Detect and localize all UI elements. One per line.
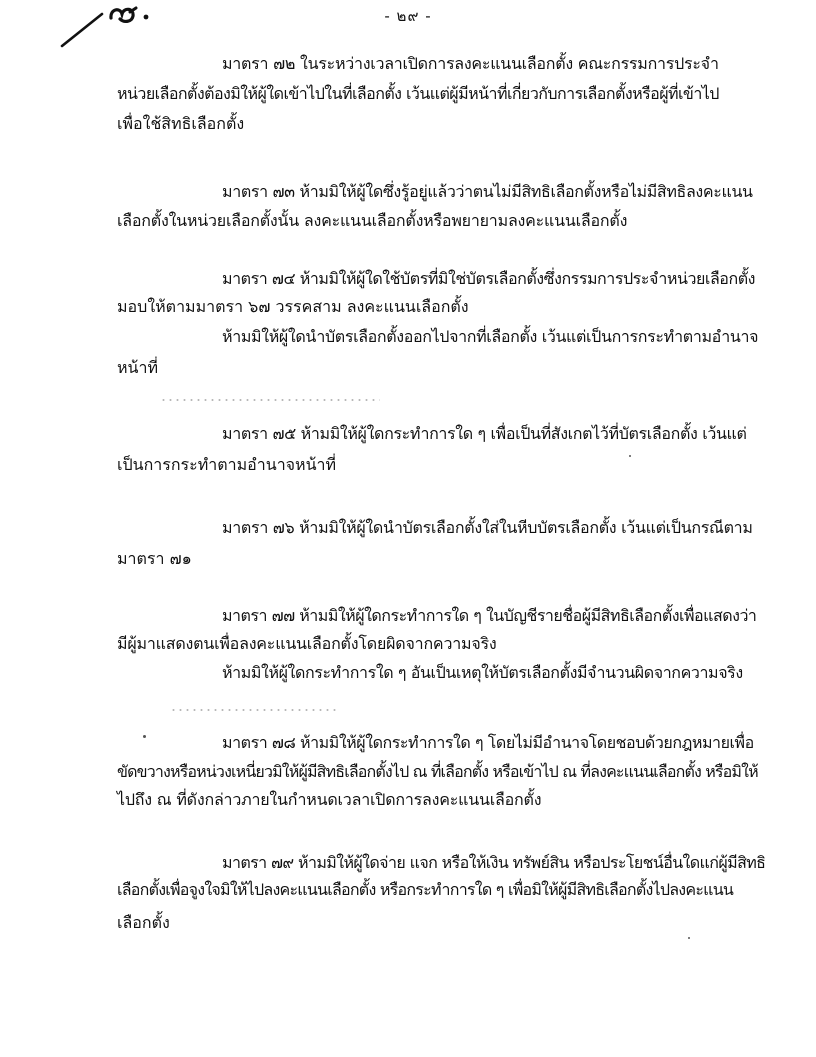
section-74-line-4: หน้าที่ [117, 358, 159, 377]
section-77-line-2: มีผู้มาแสดงตนเพื่อลงคะแนนเลือกตั้งโดยผิดจากความจริง [117, 634, 497, 653]
section-73-line-1: มาตรา ๗๓ ห้ามมิให้ผู้ใดซึ่งรู้อยู่แล้วว่าตนไม่มีสิทธิเลือกตั้งหรือไม่มีสิทธิลงคะแนน [222, 182, 753, 201]
page-number: - ๒๙ - [384, 7, 432, 25]
scan-noise [160, 398, 380, 402]
section-77-line-1: มาตรา ๗๗ ห้ามมิให้ผู้ใดกระทำการใด ๆ ในบัญชีรายชื่อผู้มีสิทธิเลือกตั้งเพื่อแสดงว่า [222, 606, 757, 625]
scan-speck [629, 455, 631, 457]
section-72-line-3: เพื่อใช้สิทธิเลือกตั้ง [117, 114, 245, 133]
section-76-line-1: มาตรา ๗๖ ห้ามมิให้ผู้ใดนำบัตรเลือกตั้งใส่ในหีบบัตรเลือกตั้ง เว้นแต่เป็นกรณีตาม [222, 518, 753, 537]
scan-speck [688, 937, 690, 939]
section-78-line-2: ขัดขวางหรือหน่วงเหนี่ยวมิให้ผู้มีสิทธิเลือกตั้งไป ณ ที่เลือกตั้ง หรือเข้าไป ณ ที่ลงคะแนนเลือกตั้ง หรือมิให้ [117, 762, 758, 781]
section-78-line-3: ไปถึง ณ ที่ดังกล่าวภายในกำหนดเวลาเปิดการลงคะแนนเลือกตั้ง [117, 790, 542, 809]
section-72-line-2: หน่วยเลือกตั้งต้องมิให้ผู้ใดเข้าไปในที่เลือกตั้ง เว้นแต่ผู้มีหน้าที่เกี่ยวกับการเลือกตั้งหรือผู้ที่เข้าไป [117, 84, 719, 103]
section-74-line-1: มาตรา ๗๔ ห้ามมิให้ผู้ใดใช้บัตรที่มิใช่บัตรเลือกตั้งซึ่งกรรมการประจำหน่วยเลือกตั้ง [222, 269, 755, 288]
section-76-line-2: มาตรา ๗๑ [117, 549, 192, 568]
section-75-line-2: เป็นการกระทำตามอำนาจหน้าที่ [117, 455, 337, 474]
scan-speck [143, 735, 146, 738]
section-74-line-2: มอบให้ตามมาตรา ๖๗ วรรคสาม ลงคะแนนเลือกตั้ง [117, 297, 469, 316]
section-79-line-3: เลือกตั้ง [117, 913, 170, 932]
section-78-line-1: มาตรา ๗๘ ห้ามมิให้ผู้ใดกระทำการใด ๆ โดยไม่มีอำนาจโดยชอบด้วยกฎหมายเพื่อ [222, 733, 754, 752]
handwritten-mark-icon [58, 2, 168, 52]
section-75-line-1: มาตรา ๗๕ ห้ามมิให้ผู้ใดกระทำการใด ๆ เพื่อเป็นที่สังเกตไว้ที่บัตรเลือกตั้ง เว้นแต่ [222, 424, 747, 443]
scan-noise [170, 708, 340, 712]
section-77-line-3: ห้ามมิให้ผู้ใดกระทำการใด ๆ อันเป็นเหตุให้บัตรเลือกตั้งมีจำนวนผิดจากความจริง [222, 663, 743, 682]
section-73-line-2: เลือกตั้งในหน่วยเลือกตั้งนั้น ลงคะแนนเลือกตั้งหรือพยายามลงคะแนนเลือกตั้ง [117, 211, 628, 230]
section-79-line-2: เลือกตั้งเพื่อจูงใจมิให้ไปลงคะแนนเลือกตั้ง หรือกระทำการใด ๆ เพื่อมิให้ผู้มีสิทธิเลือกตั้งไปลงคะแนน [117, 880, 734, 899]
section-79-line-1: มาตรา ๗๙ ห้ามมิให้ผู้ใดจ่าย แจก หรือให้เงิน ทรัพย์สิน หรือประโยชน์อื่นใดแก่ผู้มีสิทธิ [222, 853, 766, 872]
section-74-line-3: ห้ามมิให้ผู้ใดนำบัตรเลือกตั้งออกไปจากที่เลือกตั้ง เว้นแต่เป็นการกระทำตามอำนาจ [222, 327, 759, 346]
section-72-line-1: มาตรา ๗๒ ในระหว่างเวลาเปิดการลงคะแนนเลือกตั้ง คณะกรรมการประจำ [222, 54, 719, 73]
